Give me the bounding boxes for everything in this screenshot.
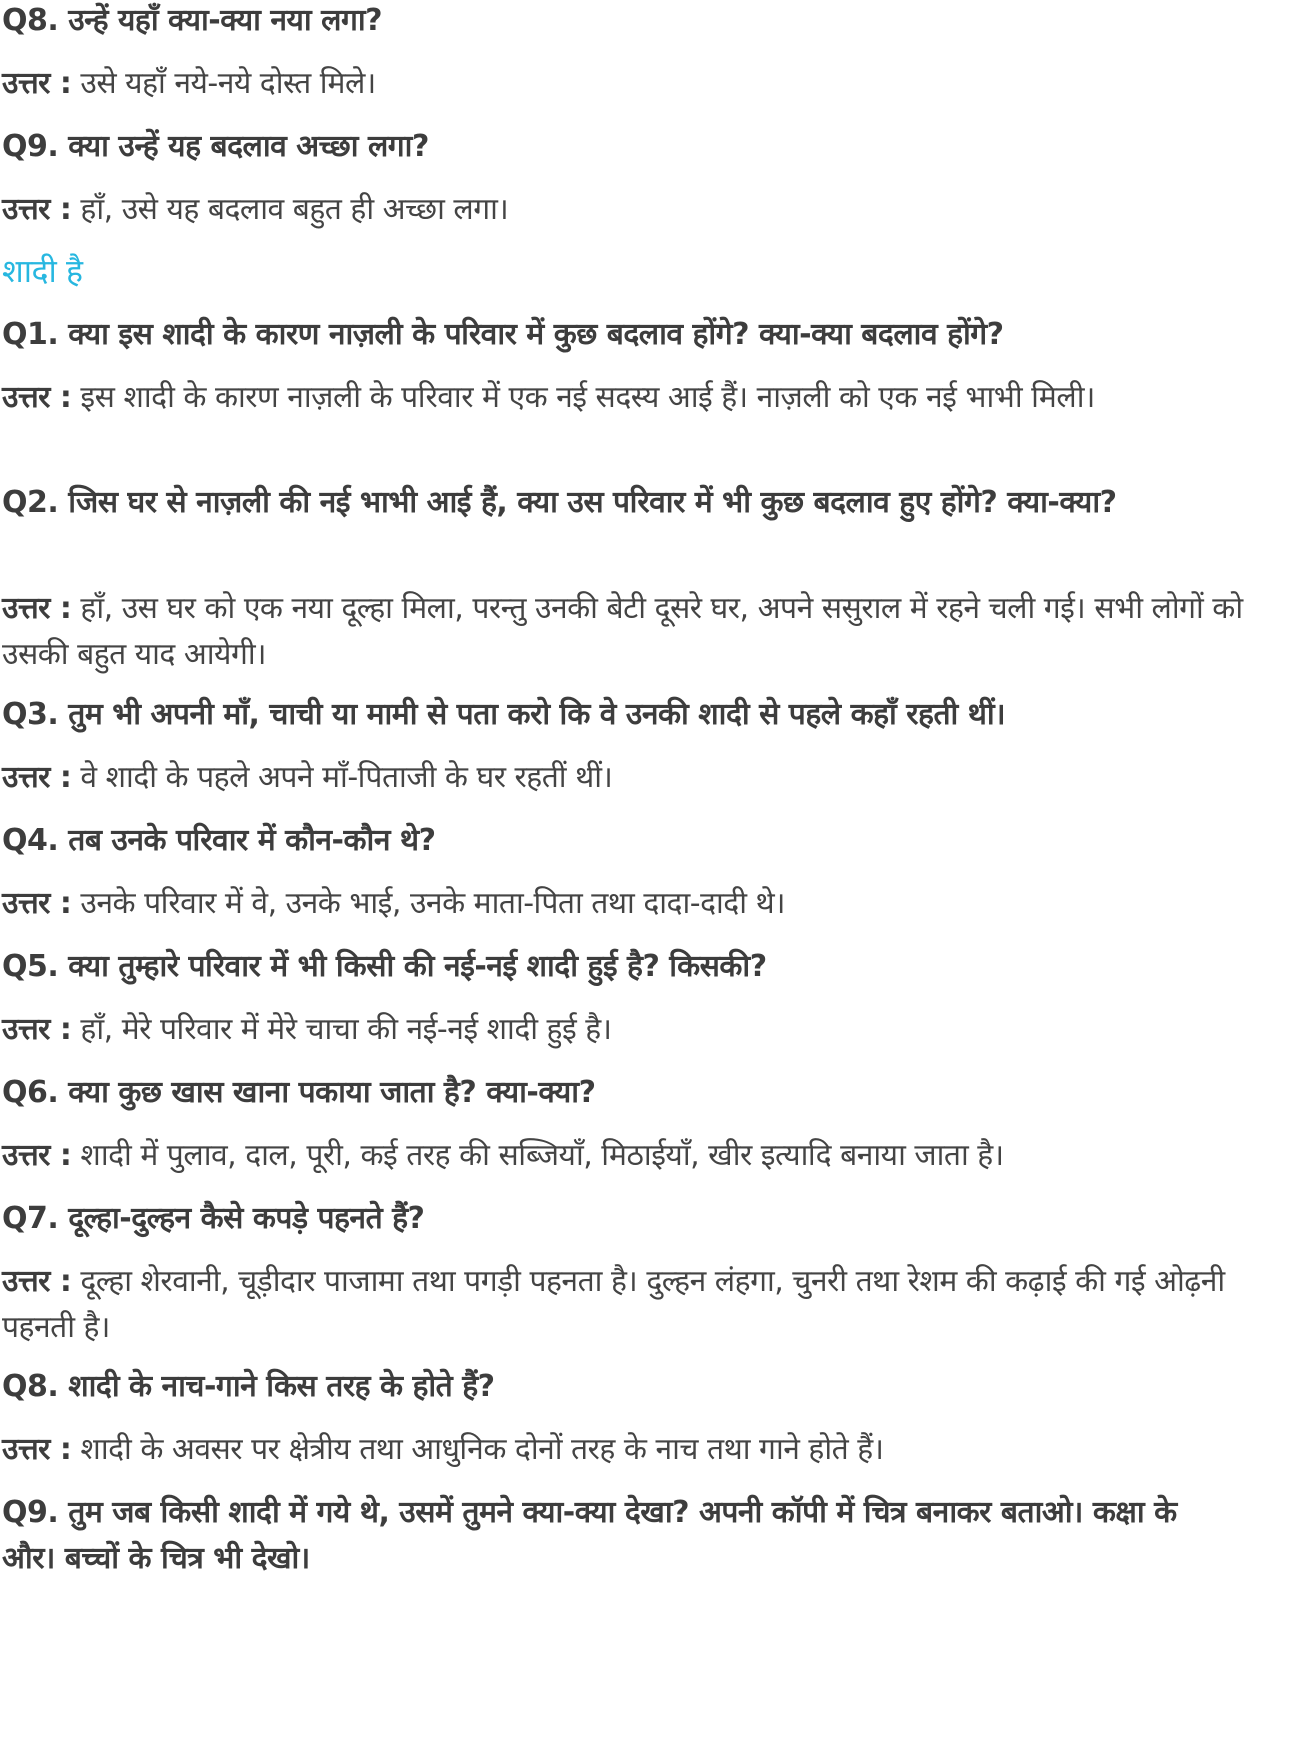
answer-q5 [2,1007,1292,1053]
answer-q8-top [2,61,1292,107]
answer-q8 [2,1427,1292,1473]
question-q2: Q2. जिस घर से नाज़ली की नई भाभी आई हैं, क्या उस परिवार में भी कुछ बदलाव हुए होंगे? क्या-क्या? [2,485,1117,520]
answer-label: उत्तर : [2,380,72,415]
answer-label: उत्तर : [2,1264,72,1299]
answer-label: उत्तर : [2,1012,72,1047]
question-q4: Q4. तब उनके परिवार में कौन-कौन थे? [2,823,436,858]
answer-q4 [2,881,1292,927]
question-q5: Q5. क्या तुम्हारे परिवार में भी किसी की नई-नई शादी हुई है? किसकी? [2,949,767,984]
question-q8-top: Q8. उन्हें यहाँ क्या-क्या नया लगा? [2,3,383,38]
question-q9: Q9. तुम जब किसी शादी में गये थे, उसमें तुमने क्या-क्या देखा? अपनी कॉपी में चित्र बनाकर बताओ। कक्षा के और। बच्चों के चित्र भी देखो। [2,1495,1177,1576]
answer-text: इस शादी के कारण नाज़ली के परिवार में एक नई सदस्य आई हैं। नाज़ली को एक नई भाभी मिली। [71,380,1095,415]
answer-label: उत्तर : [2,1138,72,1173]
answer-text: शादी में पुलाव, दाल, पूरी, कई तरह की सब्जियाँ, मिठाईयाँ, खीर इत्यादि बनाया जाता है। [71,1138,1004,1173]
answer-label: उत्तर : [2,760,72,795]
section-heading: शादी है [2,252,83,290]
answer-text: हाँ, मेरे परिवार में मेरे चाचा की नई-नई शादी हुई है। [71,1012,612,1047]
question-q7: Q7. दूल्हा-दुल्हन कैसे कपड़े पहनते हैं? [2,1201,425,1236]
answer-q3 [2,755,1292,801]
answer-text: दूल्हा शेरवानी, चूड़ीदार पाजामा तथा पगड़ी पहनता है। दुल्हन लंहगा, चुनरी तथा रेशम की कढ़ाई की गई ओढ़नी पहनती है। [2,1264,1225,1345]
answer-q9-top [2,187,1292,233]
question-q1: Q1. क्या इस शादी के कारण नाज़ली के परिवार में कुछ बदलाव होंगे? क्या-क्या बदलाव होंगे? [2,317,1004,352]
answer-text: हाँ, उसे यह बदलाव बहुत ही अच्छा लगा। [71,192,509,227]
answer-text: उनके परिवार में वे, उनके भाई, उनके माता-पिता तथा दादा-दादी थे। [71,886,786,921]
question-q3: Q3. तुम भी अपनी माँ, चाची या मामी से पता करो कि वे उनकी शादी से पहले कहाँ रहती थीं। [2,697,1006,732]
answer-q7 [2,1259,1297,1351]
question-q6: Q6. क्या कुछ खास खाना पकाया जाता है? क्या-क्या? [2,1075,596,1110]
answer-label: उत्तर : [2,886,72,921]
answer-label: उत्तर : [2,66,72,101]
answer-q1 [2,375,1112,421]
answer-text: शादी के अवसर पर क्षेत्रीय तथा आधुनिक दोनों तरह के नाच तथा गाने होते हैं। [71,1432,884,1467]
answer-label: उत्तर : [2,591,72,626]
answer-text: उसे यहाँ नये-नये दोस्त मिले। [71,66,376,101]
answer-q6 [2,1133,1292,1179]
answer-label: उत्तर : [2,192,72,227]
answer-label: उत्तर : [2,1432,72,1467]
question-q8: Q8. शादी के नाच-गाने किस तरह के होते हैं? [2,1369,495,1404]
answer-q2 [2,586,1252,678]
answer-text: हाँ, उस घर को एक नया दूल्हा मिला, परन्तु उनकी बेटी दूसरे घर, अपने ससुराल में रहने चली गई। सभी लोगों को उसकी बहुत याद आयेगी। [2,591,1243,672]
answer-text: वे शादी के पहले अपने माँ-पिताजी के घर रहतीं थीं। [71,760,613,795]
question-q9-top: Q9. क्या उन्हें यह बदलाव अच्छा लगा? [2,129,429,164]
